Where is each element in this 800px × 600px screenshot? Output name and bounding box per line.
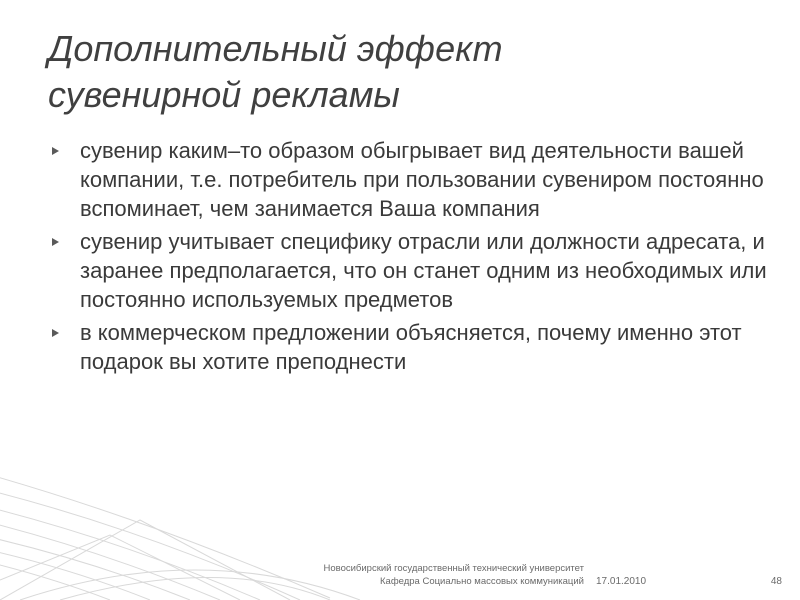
bullet-text: сувенир учитывает специфику отрасли или должности адресата, и заранее предполагается, что он станет одним из необходимых или постоянно используемых предметов (80, 229, 767, 312)
slide-title-line-2: сувенирной рекламы (48, 74, 400, 115)
bullet-list (52, 136, 767, 380)
footer-organization (200, 562, 584, 588)
footer-university: Новосибирский государственный технический университет (323, 563, 584, 574)
bullet-item (52, 318, 767, 376)
bullet-item (52, 227, 767, 314)
bullet-item (52, 136, 767, 223)
footer-date: 17.01.2010 (596, 576, 647, 587)
page-number: 48 (770, 576, 782, 587)
slide-title-line-1: Дополнительный эффект (48, 28, 503, 69)
footer-department: Кафедра Социально массовых коммуникаций (380, 576, 584, 587)
bullet-text: сувенир каким–то образом обыгрывает вид деятельности вашей компании, т.е. потребитель при пользовании сувениром постоянно вспоминает, чем занимается Ваша компания (80, 138, 764, 221)
slide-title (48, 26, 748, 118)
bullet-arrow-icon (52, 329, 59, 337)
bullet-arrow-icon (52, 147, 59, 155)
bullet-text: в коммерческом предложении объясняется, почему именно этот подарок вы хотите преподнести (80, 320, 742, 374)
bullet-arrow-icon (52, 238, 59, 246)
